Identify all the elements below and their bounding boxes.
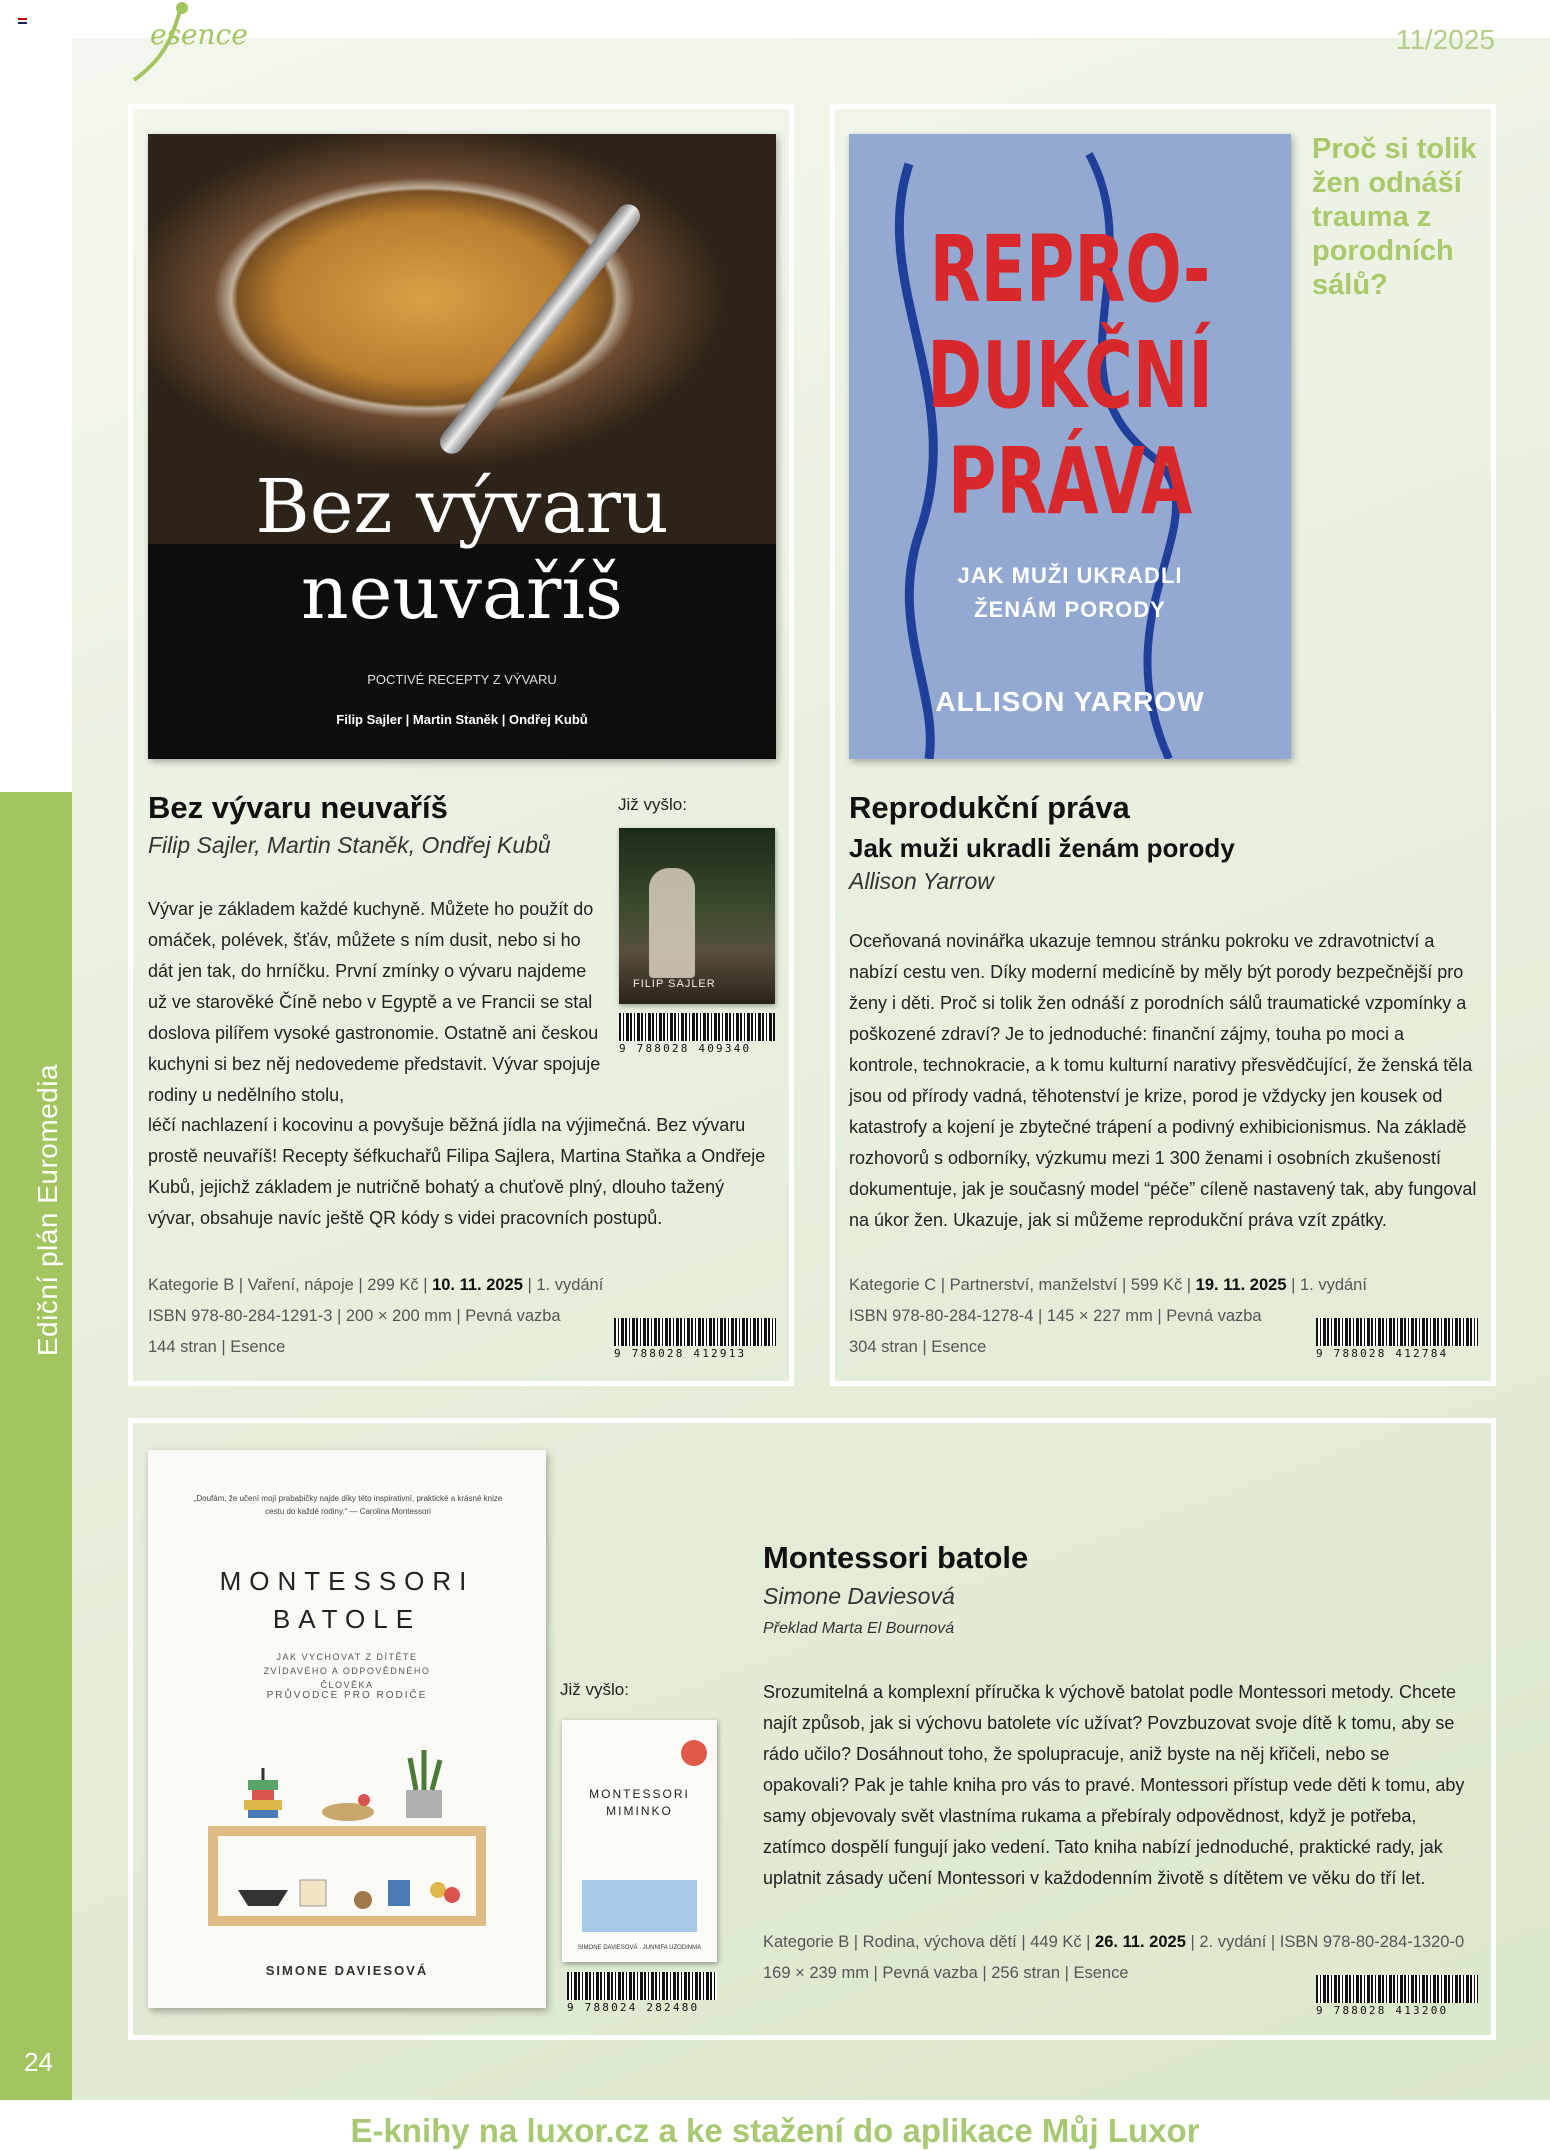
mobile-toy-image [582, 1880, 697, 1932]
release-date: 19. 11. 2025 [1195, 1276, 1287, 1294]
sidebar-label: Ediční plán Euromedia [32, 1063, 63, 1357]
meta-line [849, 1270, 1367, 1301]
book2-meta [849, 1270, 1367, 1363]
meta-line: 304 stran | Esence [849, 1338, 987, 1356]
flag-icon [18, 18, 27, 24]
page-number: 24 [24, 2047, 53, 2077]
book1-also-out-cover[interactable] [619, 828, 775, 1004]
book2-subtitle: Jak muži ukradli ženám porody [849, 833, 1235, 863]
book1-cover-subtitle: POCTIVÉ RECEPTY Z VÝVARU [367, 672, 557, 687]
cover-title-line: BATOLE [272, 1604, 422, 1634]
book2-description: Oceňovaná novinářka ukazuje temnou stránku pokroku ve zdravotnictví a nabízí cestu ven. Díky moderní medicíně by měly být porody bezpečnější pro ženy i děti. Proč si tolik žen odnáší z porodních sálů traumatické vzpomínky a poškozené zdraví? Je to jednoduché: finanční zájmy, touha po moci a kontrole, technokracie, a k tomu kulturní narativy přesvědčující, že ženská těla jsou od přírody vadná, těhotenství je krize, porod je vždycky jen kousek od katastrofy a kojení je zbytečné trápení a podivný exhibicionismus. Na základě rozhovorů s odborníky, výzkumu mezi 1 300 ženami i osobních zkušeností dokumentuje, jak je současný model “péče” cíleně nastavený tak, aby fungoval na úkor žen. Ukazuje, jak si můžeme reprodukční práva vzít zpátky. [849, 931, 1477, 1230]
book3-translator: Překlad Marta El Bournová [763, 1620, 955, 1637]
cover-title-line: MONTESSORI [219, 1566, 475, 1596]
barcode-bars [1316, 1975, 1478, 2003]
book3-description: Srozumitelná a komplexní příručka k výchově batolat podle Montessori metody. Chcete najít způsob, jak si výchovu batolete víc užívat? Povzbuzovat svoje dítě k tomu, aby se rádo učilo? Dosáhnout toho, že spolupracuje, aniž byste na něj křičeli, nebo se opakovali? Pak je tahle kniha pro vás to pravé. Montessori přístup vede děti k tomu, aby samy objevovaly svět vlastníma rukama a přebíraly odpovědnost, když je potřeba, zatímco dospělí fungují jako vedení. Tato kniha nabízí jednoduché, praktické rady, jak uplatnit zásady učení Montessori v každodenním životě s dítětem ve věku do tří let. [763, 1682, 1465, 1888]
sidebar [0, 792, 72, 2100]
barcode-bars [567, 1972, 717, 2000]
book1-barcode [614, 1318, 776, 1360]
barcode-number: 9 788024 282480 [567, 2001, 700, 2014]
footer-promo[interactable]: E-knihy na luxor.cz a ke stažení do aplikace Můj Luxor [350, 2112, 1200, 2149]
barcode-number: 9 788028 412913 [614, 1347, 747, 1360]
book3-also-out-label: Již vyšlo: [560, 1680, 629, 1699]
book2-cover-title-line: DUKČNÍ [927, 322, 1213, 429]
book2-cover[interactable] [849, 134, 1291, 759]
book3-barcode [1316, 1975, 1478, 2017]
book1-title: Bez vývaru neuvaříš [148, 790, 448, 825]
barcode-bars [1316, 1318, 1478, 1346]
barcode-bars [619, 1013, 775, 1041]
book1-cover-title [148, 464, 776, 636]
also-out-cover-authors: SIMONE DAVIESOVÁ · JUNNIFA UZODINMA [577, 1945, 702, 1951]
book1-also-out-label: Již vyšlo: [618, 795, 687, 814]
book2-author: Allison Yarrow [849, 868, 994, 894]
book2-cover-title-line: REPRO- [929, 216, 1211, 323]
book3-title: Montessori batole [763, 1540, 1029, 1575]
barcode-number: 9 788028 413200 [1316, 2004, 1449, 2017]
meta-line: 169 × 239 mm | Pevná vazba | 256 stran | Esence [763, 1964, 1129, 1982]
also-out-cover-title [562, 1786, 717, 1820]
badge-icon [681, 1740, 707, 1766]
meta-text: | 1. vydání [1286, 1276, 1367, 1294]
meta-text: Kategorie B | Rodina, výchova dětí | 449 Kč | [763, 1933, 1096, 1951]
book3-also-out-barcode [567, 1972, 717, 2014]
book2-title: Reprodukční práva [849, 790, 1130, 825]
shelf-toys-icon [148, 1730, 546, 1950]
cover-title-line: Bez vývaru [255, 464, 669, 550]
book1-meta [148, 1270, 603, 1363]
release-date: 10. 11. 2025 [432, 1276, 523, 1294]
book1-cover-authors: Filip Sajler | Martin Staněk | Ondřej Kubů [336, 712, 588, 727]
book2-cover-title-line: PRÁVA [947, 428, 1193, 535]
book3-author: Simone Daviesová [763, 1583, 955, 1609]
issue-date: 11/2025 [1395, 24, 1495, 55]
release-date: 26. 11. 2025 [1095, 1933, 1186, 1951]
chef-figure [649, 868, 695, 978]
book1-description-a: Vývar je základem každé kuchyně. Můžete ho použít do omáček, polévek, šťáv, můžete s ním dusit, nebo si ho dát jen tak, do hrníčku. První zmínky o vývaru najdeme už ve starověké Číně nebo v Egyptě a ve Francii se stal doslova pilířem vysoké gastronomie. Ostatně ani českou kuchyni si bez něj nedovedeme představit. Vývar spojuje rodiny u nedělního stolu, [148, 899, 601, 1105]
book1-description-b: léčí nachlazení i kocovinu a povyšuje běžná jídla na výjimečná. Bez vývaru prostě neuvaříš! Recepty šéfkuchařů Filipa Sajlera, Martina Staňka a Ondřeje Kubů, jejichž základem je nutričně bohatý a chuťově plný, dlouho tažený vývar, obsahuje navíc ještě QR kódy s videi pracovních postupů. [148, 1115, 766, 1228]
also-out-cover-author: FILIP SAJLER [633, 978, 716, 990]
meta-text: Kategorie C | Partnerství, manželství | 599 Kč | [849, 1276, 1196, 1294]
book2-barcode [1316, 1318, 1478, 1360]
logo-text: esence [150, 18, 248, 51]
cover-subtitle-line: JAK MUŽI UKRADLI [957, 563, 1183, 588]
barcode-number: 9 788028 409340 [619, 1042, 752, 1055]
book1-also-out-barcode [619, 1013, 775, 1055]
barcode-bars [614, 1318, 776, 1346]
book3-also-out-cover[interactable] [562, 1720, 717, 1962]
meta-line: 144 stran | Esence [148, 1338, 286, 1356]
cover-title-line: MONTESSORI [589, 1787, 690, 1801]
barcode-number: 9 788028 412784 [1316, 1347, 1449, 1360]
meta-line: ISBN 978-80-284-1291-3 | 200 × 200 mm | Pevná vazba [148, 1307, 561, 1325]
book3-cover-subtitle: JAK VYCHOVAT Z DÍTĚTE ZVÍDAVÉHO A ODPOVĚDNÉHO ČLOVĚKA [263, 1652, 431, 1690]
book3-cover-guide: PRŮVODCE PRO RODIČE [266, 1690, 428, 1701]
book2-pull-quote: Proč si tolik žen odnáší trauma z porodních sálů? [1312, 133, 1477, 301]
cover-title-line: MIMINKO [606, 1804, 673, 1818]
meta-line: ISBN 978-80-284-1278-4 | 145 × 227 mm | Pevná vazba [849, 1307, 1262, 1325]
book1-cover[interactable] [148, 134, 776, 759]
meta-line [148, 1270, 603, 1301]
cover-title-line: neuvaříš [300, 550, 624, 636]
book3-cover-author: SIMONE DAVIESOVÁ [265, 1963, 429, 1978]
book3-cover-quote: „Doufám, že učení mojí prababičky najde díky této inspirativní, praktické a krásné knize cestu do každé rodiny.“ — Carolina Montessori [193, 1494, 503, 1516]
meta-text: Kategorie B | Vaření, nápoje | 299 Kč | [148, 1276, 433, 1294]
meta-line [763, 1927, 1464, 1958]
book3-cover-title [148, 1562, 546, 1638]
cover-subtitle-line: ŽENÁM PORODY [974, 597, 1166, 622]
book2-cover-author: ALLISON YARROW [935, 686, 1205, 717]
meta-text: | 2. vydání | ISBN 978-80-284-1320-0 [1185, 1933, 1465, 1951]
book3-cover[interactable] [148, 1450, 546, 2008]
meta-text: | 1. vydání [522, 1276, 604, 1294]
book2-cover-subtitle [849, 559, 1291, 627]
book1-authors: Filip Sajler, Martin Staněk, Ondřej Kubů [148, 832, 551, 858]
